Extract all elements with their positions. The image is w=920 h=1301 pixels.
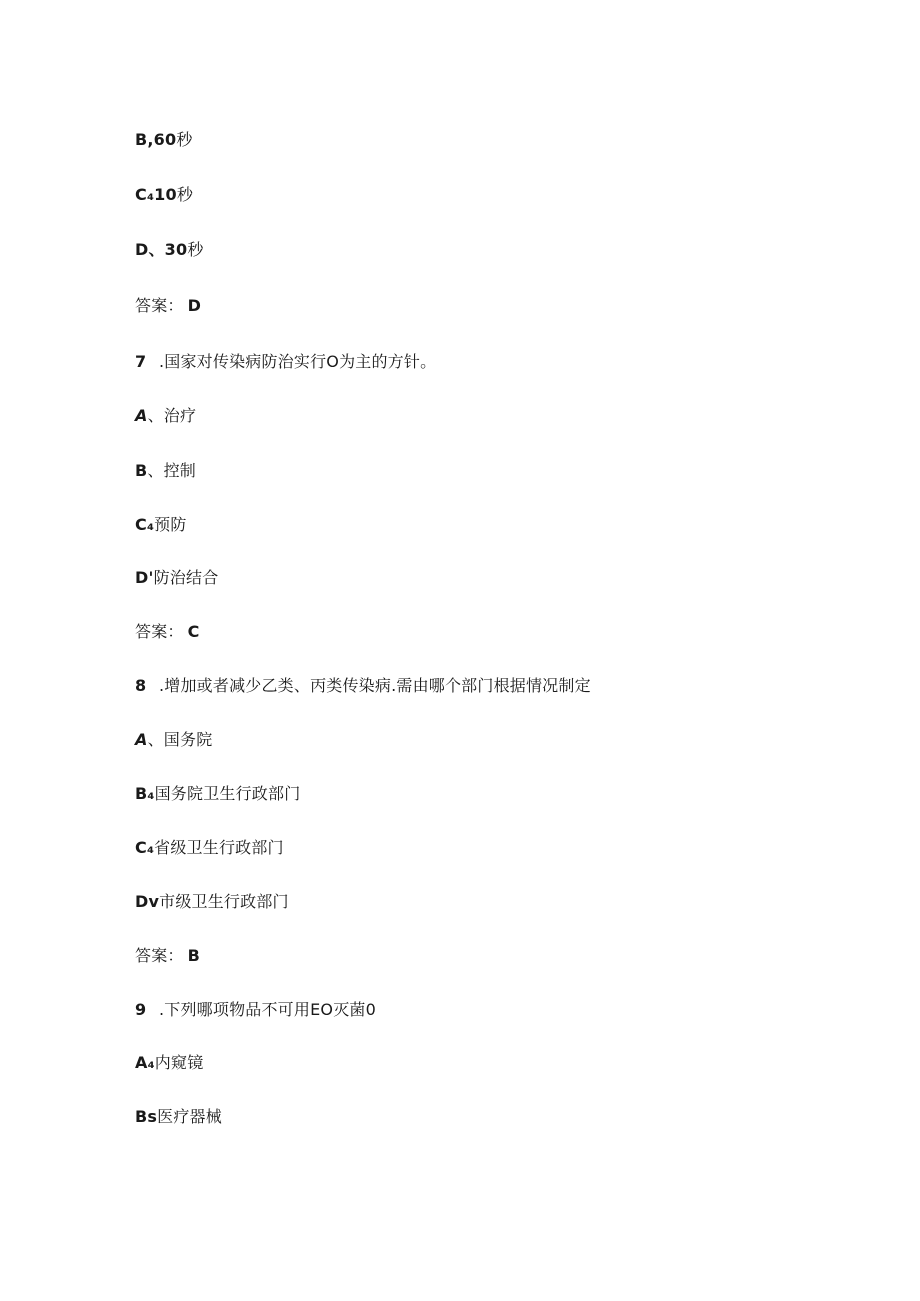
question-text: .增加或者减少乙类、丙类传染病.需由哪个部门根据情况制定 <box>159 676 591 695</box>
option-d-line <box>135 568 218 588</box>
option-label: A <box>135 406 148 425</box>
answer-line <box>135 946 200 966</box>
option-text: 防治结合 <box>153 568 219 587</box>
answer-value: C <box>187 622 200 641</box>
option-b-line <box>135 461 196 481</box>
question-9 <box>135 1000 376 1020</box>
option-label: B <box>135 461 148 480</box>
option-label: D、30 <box>135 240 188 259</box>
question-number: 8 <box>135 676 147 695</box>
option-c-line <box>135 515 187 535</box>
option-d-line <box>135 892 289 912</box>
option-label: A <box>135 730 148 749</box>
option-a-line <box>135 406 196 426</box>
option-b-line <box>135 130 193 150</box>
option-text: 内窥镜 <box>154 1053 204 1072</box>
answer-label: 答案： <box>135 296 184 315</box>
option-label: D' <box>135 568 154 587</box>
option-text: 、国务院 <box>147 730 213 749</box>
option-b-line <box>135 784 300 804</box>
option-text: 秒 <box>176 185 194 204</box>
option-label: C₄ <box>135 838 155 857</box>
option-label: C₄ <box>135 515 155 534</box>
option-text: 医疗器械 <box>157 1107 222 1126</box>
question-text: .国家对传染病防治实行O为主的方针。 <box>159 352 437 371</box>
answer-value: B <box>187 946 201 965</box>
option-label: B,60 <box>135 130 177 149</box>
option-c-line <box>135 838 284 858</box>
option-text: 、控制 <box>147 461 197 480</box>
answer-label: 答案： <box>135 946 184 965</box>
option-text: 预防 <box>154 515 187 534</box>
question-number: 7 <box>135 352 147 371</box>
option-label: A₄ <box>135 1053 155 1072</box>
question-text: .下列哪项物品不可用EO灭菌0 <box>159 1000 376 1019</box>
answer-line <box>135 622 200 642</box>
option-text: 省级卫生行政部门 <box>154 838 284 857</box>
option-text: 国务院卫生行政部门 <box>154 784 301 803</box>
option-c-line <box>135 185 193 205</box>
option-a-line <box>135 730 212 750</box>
answer-line <box>135 296 201 316</box>
question-8 <box>135 676 591 696</box>
option-text: 市级卫生行政部门 <box>159 892 289 911</box>
option-label: Dv <box>135 892 160 911</box>
option-label: C₄10 <box>135 185 177 204</box>
option-text: 秒 <box>176 130 193 149</box>
option-a-line <box>135 1053 203 1073</box>
question-7 <box>135 352 436 372</box>
option-text: 秒 <box>187 240 204 259</box>
option-label: B₄ <box>135 784 155 803</box>
question-number: 9 <box>135 1000 147 1019</box>
option-label: Bs <box>135 1107 158 1126</box>
option-text: 、治疗 <box>147 406 197 425</box>
answer-label: 答案： <box>135 622 184 641</box>
answer-value: D <box>187 296 202 315</box>
option-d-line <box>135 240 204 260</box>
option-b-line <box>135 1107 222 1127</box>
